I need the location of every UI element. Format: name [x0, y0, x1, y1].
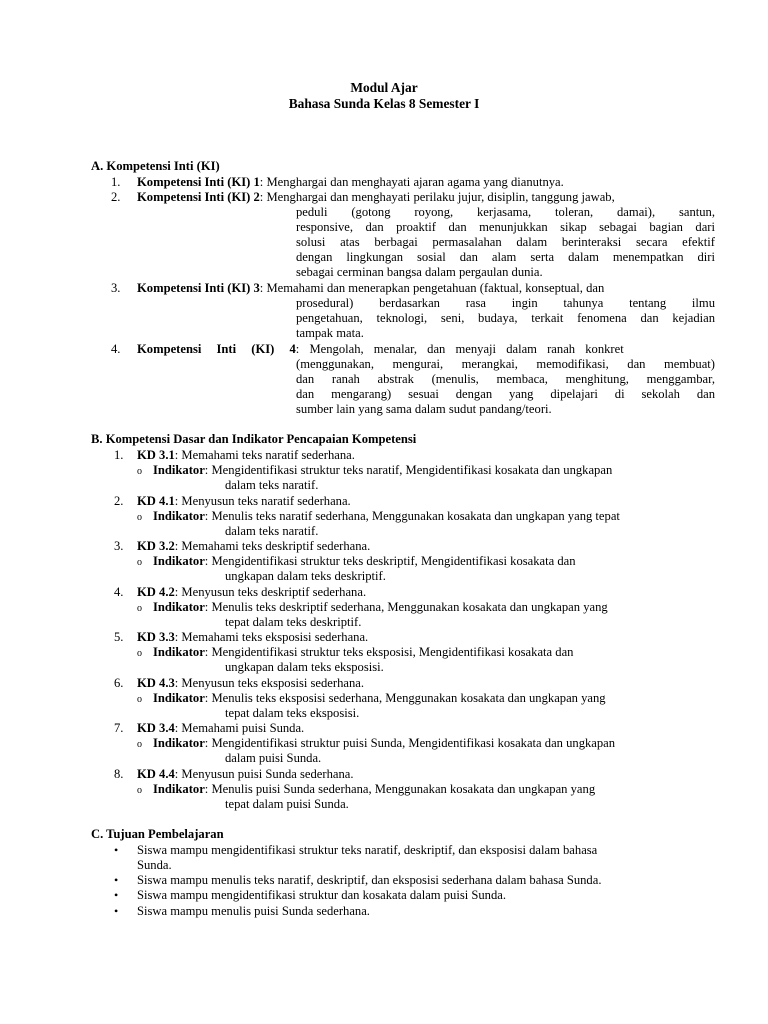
kd-code: KD 3.1 [137, 448, 175, 462]
ki-text-line: (menggunakan, mengurai, merangkai, memodifikasi, dan membuat) [296, 357, 715, 371]
ki-text-line: sumber lain yang sama dalam sudut pandang/teori. [296, 402, 552, 416]
indicator-label: Indikator [153, 600, 205, 614]
ki-text-line: sebagai cerminan bangsa dalam pergaulan dunia. [296, 265, 543, 279]
kd-item [137, 539, 370, 554]
kd-text: : Menyusun teks eksposisi sederhana. [174, 676, 365, 690]
indicator-label: Indikator [153, 645, 205, 659]
circle-bullet-icon: o [137, 557, 142, 568]
indicator-line [153, 554, 576, 569]
list-number: 4. [114, 585, 124, 599]
indicator-line [153, 691, 606, 706]
ki-item-2 [137, 190, 615, 205]
kd-code: KD 4.2 [137, 585, 175, 599]
kd-text: : Menyusun teks deskriptif sederhana. [174, 585, 367, 599]
kd-item [137, 676, 364, 691]
kd-code: KD 4.3 [137, 676, 175, 690]
indicator-continuation: ungkapan dalam teks eksposisi. [225, 660, 384, 674]
circle-bullet-icon: o [137, 512, 142, 523]
kd-item [137, 494, 351, 509]
list-number: 3. [111, 281, 121, 295]
ki-text-line: dan ranah abstrak (menulis, membaca, menghitung, menggambar, [296, 372, 715, 386]
section-a-heading: A. Kompetensi Inti (KI) [91, 159, 220, 173]
kd-item [137, 767, 354, 782]
list-number: 2. [114, 494, 124, 508]
indicator-line [153, 782, 595, 797]
indicator-line [153, 463, 612, 478]
kd-item [137, 721, 304, 736]
indicator-continuation: tepat dalam teks eksposisi. [225, 706, 360, 720]
kd-code: KD 3.4 [137, 721, 175, 735]
kd-code: KD 4.1 [137, 494, 175, 508]
circle-bullet-icon: o [137, 785, 142, 796]
objective-line: Siswa mampu menulis teks naratif, deskriptif, dan eksposisi sederhana dalam bahasa Sunda. [137, 873, 602, 887]
ki-text-line: solusi atas berbagai permasalahan dalam berinteraksi secara efektif [296, 235, 715, 249]
ki-item-1 [137, 175, 564, 190]
indicator-line [153, 509, 620, 524]
indicator-continuation: ungkapan dalam teks deskriptif. [225, 569, 386, 583]
kd-text: : Menyusun teks naratif sederhana. [174, 494, 351, 508]
bullet-icon: • [114, 888, 119, 902]
list-number: 5. [114, 630, 124, 644]
ki-item-3 [137, 281, 604, 296]
ki-text: : Mengolah, menalar, dan menyaji dalam ranah konkret [295, 342, 624, 356]
list-number: 4. [111, 342, 121, 356]
circle-bullet-icon: o [137, 739, 142, 750]
section-b-heading: B. Kompetensi Dasar dan Indikator Pencapaian Kompetensi [91, 432, 417, 446]
circle-bullet-icon: o [137, 603, 142, 614]
indicator-continuation: dalam teks naratif. [225, 478, 319, 492]
indicator-label: Indikator [153, 691, 205, 705]
objective-line: Siswa mampu menulis puisi Sunda sederhana. [137, 904, 370, 918]
indicator-text: : Menulis puisi Sunda sederhana, Menggunakan kosakata dan ungkapan yang [204, 782, 596, 796]
indicator-continuation: dalam teks naratif. [225, 524, 319, 538]
indicator-line [153, 645, 573, 660]
kd-text: : Menyusun puisi Sunda sederhana. [174, 767, 354, 781]
ki-text-line: tampak mata. [296, 326, 364, 340]
indicator-text: : Menulis teks naratif sederhana, Menggunakan kosakata dan ungkapan yang tepat [204, 509, 620, 523]
indicator-label: Indikator [153, 554, 205, 568]
ki-text-line: prosedural) berdasarkan rasa ingin tahunya tentang ilmu [296, 296, 715, 310]
kd-text: : Memahami teks eksposisi sederhana. [174, 630, 369, 644]
indicator-text: : Menulis teks deskriptif sederhana, Menggunakan kosakata dan ungkapan yang [204, 600, 608, 614]
kd-code: KD 4.4 [137, 767, 175, 781]
indicator-line [153, 600, 608, 615]
bullet-icon: • [114, 843, 119, 857]
indicator-line [153, 736, 615, 751]
ki-label: Kompetensi Inti (KI) 2 [137, 190, 260, 204]
document-title: Modul Ajar [350, 80, 418, 95]
list-number: 7. [114, 721, 124, 735]
indicator-label: Indikator [153, 463, 205, 477]
indicator-continuation: tepat dalam teks deskriptif. [225, 615, 362, 629]
ki-label: Kompetensi Inti (KI) 3 [137, 281, 260, 295]
kd-text: : Memahami teks naratif sederhana. [174, 448, 355, 462]
circle-bullet-icon: o [137, 648, 142, 659]
list-number: 1. [114, 448, 124, 462]
objective-line: Siswa mampu mengidentifikasi struktur dan kosakata dalam puisi Sunda. [137, 888, 507, 902]
list-number: 6. [114, 676, 124, 690]
indicator-continuation: tepat dalam puisi Sunda. [225, 797, 349, 811]
kd-item [137, 448, 355, 463]
ki-item-4 [137, 342, 715, 357]
bullet-icon: • [114, 904, 119, 918]
circle-bullet-icon: o [137, 694, 142, 705]
indicator-text: : Mengidentifikasi struktur teks naratif, Mengidentifikasi kosakata dan ungkapan [204, 463, 613, 477]
kd-text: : Memahami puisi Sunda. [174, 721, 305, 735]
objective-line: Siswa mampu mengidentifikasi struktur teks naratif, deskriptif, dan eksposisi dalam bahasa [137, 843, 598, 857]
ki-text: : Menghargai dan menghayati perilaku jujur, disiplin, tanggung jawab, [259, 190, 615, 204]
indicator-text: : Menulis teks eksposisi sederhana, Menggunakan kosakata dan ungkapan yang [204, 691, 606, 705]
list-number: 3. [114, 539, 124, 553]
objective-line: Sunda. [137, 858, 172, 872]
indicator-label: Indikator [153, 736, 205, 750]
indicator-label: Indikator [153, 509, 205, 523]
ki-text-line: dan mengarang) sesuai dengan yang dipelajari di sekolah dan [296, 387, 715, 401]
kd-code: KD 3.3 [137, 630, 175, 644]
ki-text-line: dengan lingkungan sosial dan alam serta dalam menempatkan diri [296, 250, 715, 264]
ki-text: : Menghargai dan menghayati ajaran agama yang dianutnya. [259, 175, 564, 189]
kd-text: : Memahami teks deskriptif sederhana. [174, 539, 371, 553]
indicator-continuation: dalam puisi Sunda. [225, 751, 322, 765]
list-number: 2. [111, 190, 121, 204]
circle-bullet-icon: o [137, 466, 142, 477]
indicator-text: : Mengidentifikasi struktur puisi Sunda, Mengidentifikasi kosakata dan ungkapan [204, 736, 616, 750]
ki-label: Kompetensi Inti (KI) 1 [137, 175, 260, 189]
list-number: 1. [111, 175, 121, 189]
ki-text-line: peduli (gotong royong, kerjasama, toleran, damai), santun, [296, 205, 715, 219]
ki-text-line: responsive, dan proaktif dan menunjukkan sikap sebagai bagian dari [296, 220, 715, 234]
section-c-heading: C. Tujuan Pembelajaran [91, 827, 224, 841]
indicator-text: : Mengidentifikasi struktur teks eksposisi, Mengidentifikasi kosakata dan [204, 645, 574, 659]
ki-text: : Memahami dan menerapkan pengetahuan (faktual, konseptual, dan [259, 281, 605, 295]
indicator-label: Indikator [153, 782, 205, 796]
ki-text-line: pengetahuan, teknologi, seni, budaya, terkait fenomena dan kejadian [296, 311, 715, 325]
indicator-text: : Mengidentifikasi struktur teks deskriptif, Mengidentifikasi kosakata dan [204, 554, 576, 568]
kd-item [137, 630, 368, 645]
kd-code: KD 3.2 [137, 539, 175, 553]
document-subtitle: Bahasa Sunda Kelas 8 Semester I [288, 96, 480, 111]
ki-label: Kompetensi Inti (KI) 4 [137, 342, 296, 356]
bullet-icon: • [114, 873, 119, 887]
list-number: 8. [114, 767, 124, 781]
kd-item [137, 585, 366, 600]
